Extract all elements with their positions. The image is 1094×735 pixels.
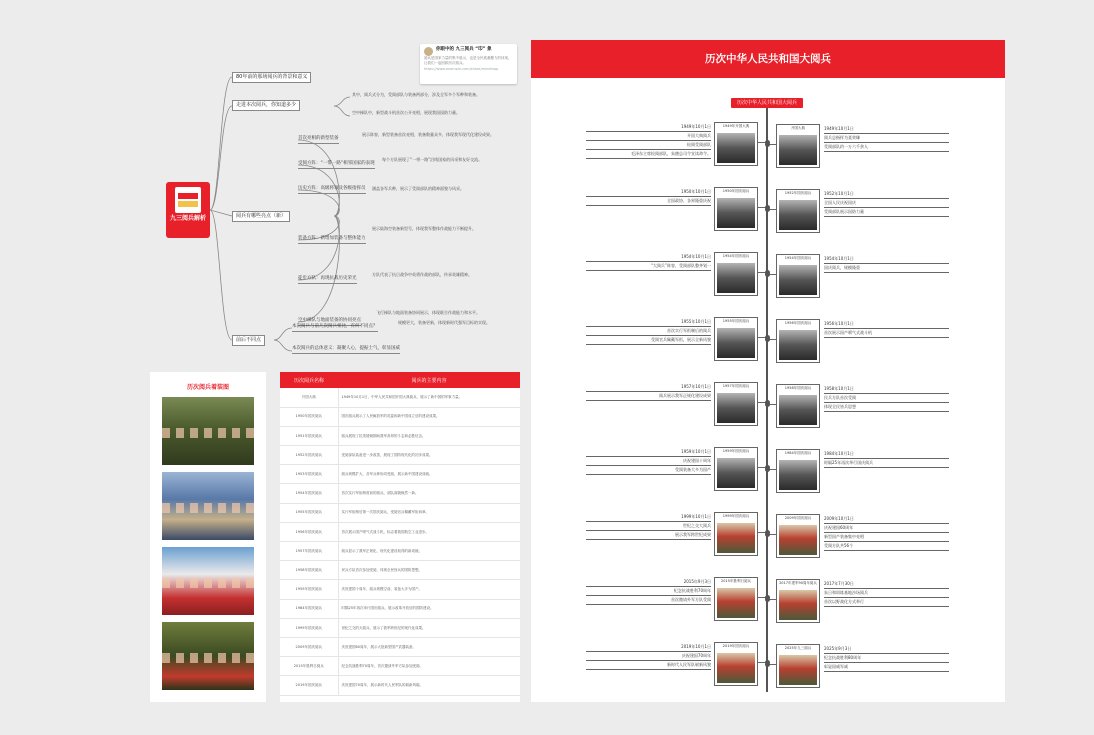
timeline-event-line: 1950年10月1日 <box>586 189 711 197</box>
timeline-event-caption: 1957年国庆阅兵 <box>722 384 750 388</box>
timeline-event-photo <box>779 200 817 230</box>
sub-branch[interactable]: 装备方阵：新增加装备与整体能力 <box>298 236 366 244</box>
timeline-event-caption: 2025年九三阅兵 <box>784 646 812 650</box>
parade-name-cell: 1951年国庆阅兵 <box>280 426 338 445</box>
timeline-event-line: 纪念抗战胜利80周年 <box>824 655 949 663</box>
parade-content-cell: 实行军衔制后第一次国庆阅兵，受阅官兵佩戴军衔肩章。 <box>338 503 520 522</box>
table-row[interactable] <box>280 388 520 407</box>
timeline-event-text <box>586 449 711 476</box>
timeline-event-line: 1952年10月1日 <box>824 191 949 199</box>
timeline-event-image[interactable] <box>776 254 820 298</box>
timeline-event-image[interactable] <box>714 252 758 296</box>
timeline-event-line: 检阅受阅部队 <box>586 142 711 150</box>
timeline-dot <box>765 207 770 212</box>
timeline-event-caption: 2017年建军90周年阅兵 <box>779 581 817 585</box>
timeline-event-line: 庆祝建国60周年 <box>824 525 949 533</box>
timeline-event-photo <box>779 265 817 295</box>
parade-name-cell: 1955年国庆阅兵 <box>280 503 338 522</box>
branch-label: 前后不同点 <box>236 337 262 343</box>
parade-table <box>280 372 520 696</box>
timeline-dot <box>765 662 770 667</box>
timeline-event-line: 朱日和训练基地沙场阅兵 <box>824 590 949 598</box>
table-row[interactable] <box>280 637 520 656</box>
timeline-event-image[interactable] <box>776 384 820 428</box>
timeline-event-line: 世纪之交大阅兵 <box>586 523 711 531</box>
timeline-dot <box>765 402 770 407</box>
timeline-event-text <box>586 189 711 207</box>
timeline-event-line: 2015年9月3日 <box>586 579 711 587</box>
timeline-event-photo <box>717 393 755 423</box>
sub-branch-text: 涵盖各军兵种，展示了受阅部队的精神面貌与风采。 <box>372 186 464 191</box>
table-row[interactable] <box>280 446 520 465</box>
timeline-event-line: 体现全民皆兵思想 <box>824 404 949 412</box>
table-row[interactable] <box>280 426 520 445</box>
timeline-event-text <box>586 254 711 272</box>
mindmap-root-label: 九三阅兵解析 <box>169 215 206 222</box>
timeline-event-line: 新型国产装备集中亮相 <box>824 534 949 542</box>
timeline-dot <box>765 337 770 342</box>
timeline-event-text <box>824 256 949 274</box>
table-row[interactable] <box>280 618 520 637</box>
timeline-event-line: 首次邀请外军方队受阅 <box>586 597 711 605</box>
table-row[interactable] <box>280 657 520 676</box>
mindmap-canvas <box>148 40 520 355</box>
sub-branch-text: 飞行梯队与地面装备协同展示，体现联合作战能力和水平。 <box>376 310 480 315</box>
timeline-event-caption: 1954年国庆阅兵 <box>784 256 812 260</box>
timeline-event-photo <box>717 653 755 683</box>
timeline-dot <box>765 142 770 147</box>
timeline-event-photo <box>717 133 755 163</box>
parade-name-cell: 1954年国庆阅兵 <box>280 484 338 503</box>
uniform-photo-panel <box>150 372 266 702</box>
timeline-event-line: 受阅方队共56个 <box>824 543 949 551</box>
parade-photo[interactable] <box>162 397 254 465</box>
parade-name-cell: 2009年国庆阅兵 <box>280 637 338 656</box>
table-row[interactable] <box>280 676 520 695</box>
parade-content-cell: 阅兵规模扩大，各军兵种协同受阅，展示新中国建设成就。 <box>338 465 520 484</box>
timeline-event-line: 受阅装备大多为国产 <box>586 467 711 475</box>
timeline-event-line: 1955年10月1日 <box>586 319 711 327</box>
parade-content-cell: 受阅部队装备进一步改善，展现了国防现代化的初步成果。 <box>338 446 520 465</box>
timeline-event-image[interactable] <box>714 447 758 491</box>
timeline-event-photo <box>779 655 817 685</box>
table-row[interactable] <box>280 542 520 561</box>
note-title: 你眼中的 九三阅兵 “印” 象 <box>436 47 492 52</box>
timeline-event-line: 1954年10月1日 <box>586 254 711 262</box>
table-row[interactable] <box>280 580 520 599</box>
timeline-event-line: 庆祝建国70周年 <box>586 653 711 661</box>
table-row[interactable] <box>280 599 520 618</box>
timeline-event-photo <box>779 395 817 425</box>
timeline-event-caption: 1984年国庆阅兵 <box>784 451 812 455</box>
branch-background[interactable] <box>232 72 311 83</box>
timeline-event-image[interactable] <box>776 449 820 493</box>
timeline-event-text <box>586 644 711 671</box>
branch-label: 阅兵有哪些亮点（新） <box>236 213 287 219</box>
timeline-event-photo <box>717 523 755 553</box>
parade-name-cell: 1984年国庆阅兵 <box>280 599 338 618</box>
timeline-event-line: 首次以野战化方式举行 <box>824 599 949 607</box>
parade-content-cell: 首次实行军衔制度前的阅兵，部队面貌焕然一新。 <box>338 484 520 503</box>
timeline-event-text <box>824 646 949 673</box>
timeline-event-line: 受阅部队约一万六千余人 <box>824 144 949 152</box>
parade-table-panel <box>280 372 520 702</box>
table-row[interactable] <box>280 522 520 541</box>
parade-name-cell: 1953年国庆阅兵 <box>280 465 338 484</box>
parade-content-cell: 庆祝建国70周年，展示新时代人民军队的崭新风貌。 <box>338 676 520 695</box>
timeline-event-caption: 2009年国庆阅兵 <box>784 516 812 520</box>
timeline-event-line: 受阅部队展示国防力量 <box>824 209 949 217</box>
parade-name-cell: 1958年国庆阅兵 <box>280 561 338 580</box>
timeline-event-text <box>824 581 949 608</box>
timeline-event-line: “大阅兵”阵容，受阅部队整齐划一 <box>586 263 711 271</box>
parade-photo[interactable] <box>162 472 254 540</box>
timeline-event-line: 2009年10月1日 <box>824 516 949 524</box>
parade-content-cell: 民兵方队首次参加受阅，体现全民皆兵的国防思想。 <box>338 561 520 580</box>
table-row[interactable] <box>280 407 520 426</box>
timeline-event-text <box>824 386 949 413</box>
timeline-event-text <box>824 191 949 218</box>
parade-content-cell: 首次展示国产喷气式战斗机，标志着我国航空工业进步。 <box>338 522 520 541</box>
branch-note: 其中，阅兵式分为，受阅部队与装备两部分，涉及全军多个军种和装备。 <box>352 92 480 97</box>
table-row[interactable] <box>280 465 520 484</box>
timeline-event-image[interactable] <box>776 124 820 168</box>
timeline-event-line: 2025年9月3日 <box>824 646 949 654</box>
parade-name-cell: 2015年胜利日阅兵 <box>280 657 338 676</box>
timeline-event-photo <box>717 198 755 228</box>
note-url[interactable]: https://www.example.com/share/mindmap <box>424 67 499 72</box>
timeline-event-text <box>586 124 711 160</box>
sub-branch-text: 每个方队展现了“一带一路”沿线国家的风采和友好交流。 <box>382 157 483 162</box>
timeline-panel <box>531 40 1005 702</box>
parade-content-cell: 庆祝建国60周年，展示大批新型国产武器装备。 <box>338 637 520 656</box>
branch-label: 80年前的那场阅兵的背景和意义 <box>236 74 308 80</box>
sub-branch[interactable]: 本次阅兵的总体意义：凝聚人心，提振士气，彰显国威 <box>292 346 400 354</box>
timeline-event-text <box>824 451 949 469</box>
timeline-event-line: 国庆阅兵，规模隆重 <box>824 265 949 273</box>
timeline-event-image[interactable] <box>714 122 758 166</box>
parade-name-cell: 2019年国庆阅兵 <box>280 676 338 695</box>
timeline-event-caption: 开国大典 <box>791 126 805 130</box>
parade-content-cell: 时隔25年再次举行国庆阅兵，展示改革开放后的国防建设。 <box>338 599 520 618</box>
parade-name-cell: 1950年国庆阅兵 <box>280 407 338 426</box>
timeline-dot <box>765 532 770 537</box>
timeline-event-line: 庆祝建国十周年 <box>586 458 711 466</box>
parade-content-cell: 阅兵显示了我军正规化、现代化建设取得的新成就。 <box>338 542 520 561</box>
branch-highlights[interactable] <box>232 211 290 222</box>
timeline-event-image[interactable] <box>714 512 758 556</box>
timeline-event-image[interactable] <box>714 642 758 686</box>
timeline-event-text <box>824 126 949 153</box>
timeline-event-image[interactable] <box>776 514 820 558</box>
timeline-event-caption: 1954年国庆阅兵 <box>722 254 750 258</box>
timeline-event-line: 受阅官兵佩戴军衔，展示全新风貌 <box>586 337 711 345</box>
timeline-event-photo <box>717 458 755 488</box>
timeline-event-photo <box>717 328 755 358</box>
timeline-event-image[interactable] <box>776 644 820 688</box>
timeline-event-photo <box>779 330 817 360</box>
timeline-event-caption: 2015年胜利日阅兵 <box>721 579 751 583</box>
timeline-event-photo <box>779 135 817 165</box>
table-body <box>280 388 520 695</box>
timeline-event-text <box>586 319 711 346</box>
timeline-event-caption: 1950年国庆阅兵 <box>722 189 750 193</box>
timeline-event-image[interactable] <box>776 579 820 623</box>
timeline-event-line: 阅兵总指挥为聂荣臻 <box>824 135 949 143</box>
timeline-event-text <box>586 514 711 541</box>
timeline-event-photo <box>717 263 755 293</box>
share-note-card[interactable] <box>420 44 517 84</box>
timeline-event-line: 阅兵展示我军正规化建设成果 <box>586 393 711 401</box>
timeline-event-line: 1949年10月1日 <box>586 124 711 132</box>
timeline-event-line: 1957年10月1日 <box>586 384 711 392</box>
timeline-event-text <box>824 321 949 339</box>
timeline-event-image[interactable] <box>714 317 758 361</box>
timeline-dot <box>765 597 770 602</box>
parade-photo[interactable] <box>162 622 254 690</box>
parade-content-cell: 1949年10月1日，中华人民共和国开国大典阅兵，展示了新中国的军事力量。 <box>338 388 520 407</box>
table-row[interactable] <box>280 484 520 503</box>
timeline-event-image[interactable] <box>714 187 758 231</box>
parade-name-cell: 开国大典 <box>280 388 338 407</box>
sub-branch-text: 规模更大，装备更新，体现新时代强军目标的实现。 <box>398 320 490 325</box>
timeline-event-line: 1959年10月1日 <box>586 449 711 457</box>
timeline-event-line: 新时代人民军队崭新风貌 <box>586 662 711 670</box>
timeline-event-caption: 1999年国庆阅兵 <box>722 514 750 518</box>
parade-name-cell: 1952年国庆阅兵 <box>280 446 338 465</box>
timeline-event-image[interactable] <box>776 189 820 233</box>
photo-panel-title: 历次阅兵着装图 <box>186 384 229 391</box>
timeline-event-line: 1984年10月1日 <box>824 451 949 459</box>
timeline-event-photo <box>717 588 755 618</box>
branch-differences[interactable] <box>232 335 265 346</box>
timeline-title: 历次中华人民共和国大阅兵 <box>531 40 1005 78</box>
timeline-event-line: 彰显国威军威 <box>824 664 949 672</box>
timeline-event-caption: 1959年国庆阅兵 <box>722 449 750 453</box>
timeline-event-line: 2019年10月1日 <box>586 644 711 652</box>
parade-content-cell: 阅兵展现了抗美援朝期间我军高昂的斗志和必胜信念。 <box>338 426 520 445</box>
timeline-event-line: 纪念抗战胜利70周年 <box>586 588 711 596</box>
timeline-event-caption: 2019年国庆阅兵 <box>722 644 750 648</box>
branch-label: 走进本次阅兵，你知道多少 <box>236 102 297 108</box>
table-row[interactable] <box>280 503 520 522</box>
sub-branch-text: 展示陆海空装备新型号，体现我军整体作战能力不断提升。 <box>372 226 476 231</box>
timeline-top-label: 历次中华人民共和国大阅兵 <box>731 98 803 108</box>
timeline-event-line: 1954年10月1日 <box>824 256 949 264</box>
timeline-event-photo <box>779 525 817 555</box>
timeline-dot <box>765 467 770 472</box>
timeline-event-line: 开国大典阅兵 <box>586 133 711 141</box>
note-body: 阅兵是国家力量的集中展示，也是全民族凝聚力的体现。让我们一起回顾历次阅兵。 <box>424 56 512 65</box>
timeline-event-line: 展示我军跨世纪成果 <box>586 532 711 540</box>
timeline-dot <box>765 272 770 277</box>
timeline-event-image[interactable] <box>776 319 820 363</box>
sub-branch[interactable]: 空中梯队与地面装备的协同亮点 <box>298 318 361 326</box>
avatar <box>424 47 433 56</box>
sub-branch[interactable]: 首次亮相的新型装备 <box>298 136 339 144</box>
timeline-event-caption: 1952年国庆阅兵 <box>784 191 812 195</box>
timeline-event-line: 1956年10月1日 <box>824 321 949 329</box>
timeline-event-photo <box>779 590 817 620</box>
sub-branch[interactable]: 本次阅兵与前几次阅兵相比，有何不同点？ <box>292 324 378 332</box>
parade-name-cell: 1957年国庆阅兵 <box>280 542 338 561</box>
timeline-event-caption: 1958年国庆阅兵 <box>784 386 812 390</box>
branch-overview[interactable] <box>232 100 300 111</box>
timeline-event-line: 1958年10月1日 <box>824 386 949 394</box>
timeline-event-text <box>586 384 711 402</box>
parade-name-cell: 1959年国庆阅兵 <box>280 580 338 599</box>
timeline-event-line: 2017年7月30日 <box>824 581 949 589</box>
parade-content-cell: 国庆阅兵展示了人民解放军的英姿和新中国成立后的建设成果。 <box>338 407 520 426</box>
parade-content-cell: 纪念抗战胜利70周年，首次邀请外军方队参加受阅。 <box>338 657 520 676</box>
parade-logo-icon <box>175 187 201 213</box>
timeline-event-line: 时隔25年再次举行国庆阅兵 <box>824 460 949 468</box>
sub-branch[interactable]: 历史方阵：高级将领及各级指挥员 <box>298 186 366 194</box>
timeline-event-line: 1999年10月1日 <box>586 514 711 522</box>
timeline-event-text <box>586 579 711 606</box>
branch-note: 空中梯队中，新型战斗机首次公开亮相，展现我国国防力量。 <box>352 110 460 115</box>
sub-branch[interactable]: 受阅方阵：“一带一路”相邻国家的表现 <box>298 161 375 169</box>
parade-content-cell: 世纪之交的大阅兵，展示了我军跨世纪的现代化成果。 <box>338 618 520 637</box>
sub-branch-text: 方队代表了抗日战争中英勇作战的部队，传承英雄精神。 <box>372 272 472 277</box>
parade-name-cell: 1999年国庆阅兵 <box>280 618 338 637</box>
parade-name-cell: 1956年国庆阅兵 <box>280 522 338 541</box>
table-row[interactable] <box>280 561 520 580</box>
sub-branch-text: 展示阵容，新型装备首次亮相，装备数量众多，体现我军现代化建设成果。 <box>362 132 494 137</box>
mindmap-root-node[interactable] <box>166 182 210 238</box>
timeline-event-line: 首次展示国产喷气式战斗机 <box>824 330 949 338</box>
timeline-event-text <box>824 516 949 552</box>
timeline-event-caption: 1956年国庆阅兵 <box>784 321 812 325</box>
sub-branch[interactable]: 徒步方队：再现抗战历史荣光 <box>298 276 357 284</box>
table-header: 阅兵的主要内容 <box>338 372 520 388</box>
timeline-event-line: 1949年10月1日 <box>824 126 949 134</box>
table-header: 历次阅兵名称 <box>280 372 338 388</box>
timeline-event-line: 首次实行军衔制后的阅兵 <box>586 328 711 336</box>
timeline-event-line: 全国人民庆祝国庆 <box>824 200 949 208</box>
parade-photo[interactable] <box>162 547 254 615</box>
parade-content-cell: 庆祝建国十周年，阅兵规模空前，装备大多为国产。 <box>338 580 520 599</box>
timeline-event-image[interactable] <box>714 382 758 426</box>
timeline-event-photo <box>779 460 817 490</box>
timeline-event-line: 毛泽东主席检阅部队，朱德总司令宣读命令。 <box>586 151 711 159</box>
timeline-event-caption: 1955年国庆阅兵 <box>722 319 750 323</box>
timeline-event-line: 全国政协，各界隆重庆祝 <box>586 198 711 206</box>
timeline-event-line: 民兵方队首次受阅 <box>824 395 949 403</box>
timeline-event-image[interactable] <box>714 577 758 621</box>
timeline-axis <box>766 102 768 692</box>
timeline-event-caption: 1949年开国大典 <box>722 124 750 128</box>
